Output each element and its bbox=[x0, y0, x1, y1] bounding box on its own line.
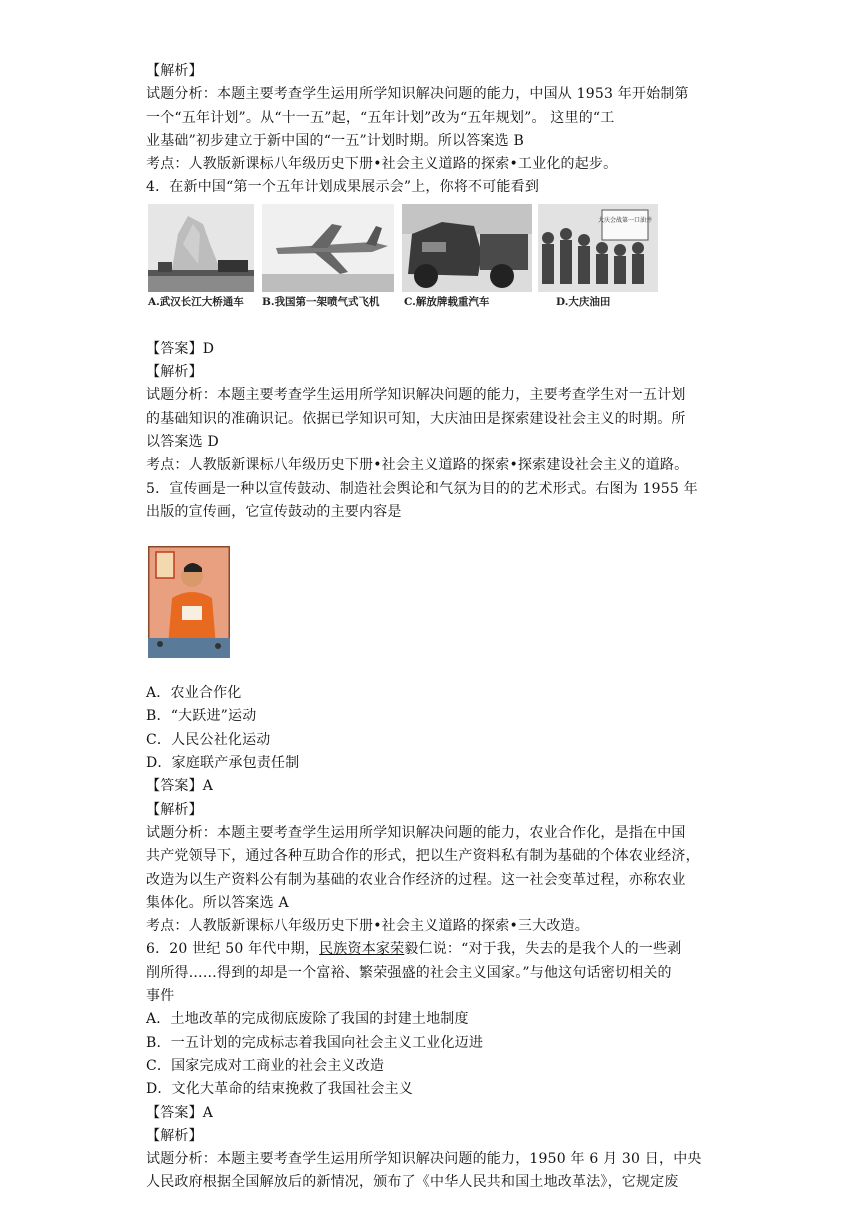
text-line: 事件 bbox=[146, 988, 175, 1005]
answer-line: 【答案】A bbox=[146, 778, 214, 795]
photo-caption-a: A.武汉长江大桥通车 bbox=[148, 295, 244, 308]
text-line: 试题分析：本题主要考查学生运用所学知识解决问题的能力，中国从 1953 年开始制第 bbox=[146, 86, 689, 103]
text-line: 出版的宣传画，它宣传鼓动的主要内容是 bbox=[146, 503, 402, 520]
question-4: 4．在新中国“第一个五年计划成果展示会”上，你将不可能看到 bbox=[146, 179, 540, 196]
text-line: 共产党领导下，通过各种互助合作的形式，把以生产资料私有制为基础的个体农业经济， bbox=[146, 848, 700, 865]
propaganda-poster bbox=[146, 546, 726, 674]
option-b: B．“大跃进”运动 bbox=[146, 708, 257, 725]
sign-text: 大庆会战第一口油井 bbox=[597, 216, 653, 224]
underlined-text: 民族资本家荣 bbox=[319, 941, 405, 958]
bridge-photo bbox=[148, 204, 254, 292]
text-line: 集体化。所以答案选 A bbox=[146, 894, 289, 911]
text-line: 试题分析：本题主要考查学生运用所学知识解决问题的能力，农业合作化，是指在中国 bbox=[146, 824, 686, 841]
text-line: 考点：人教版新课标八年级历史下册•社会主义道路的探索•三大改造。 bbox=[146, 918, 589, 935]
jet-plane-photo bbox=[262, 204, 394, 292]
option-d: D．文化大革命的结束挽救了我国社会主义 bbox=[146, 1081, 414, 1098]
truck-photo bbox=[402, 204, 532, 292]
text-line: 考点：人教版新课标八年级历史下册•社会主义道路的探索•探索建设社会主义的道路。 bbox=[146, 457, 689, 474]
option-d: D．家庭联产承包责任制 bbox=[146, 755, 300, 772]
text-line: 以答案选 D bbox=[146, 433, 219, 450]
option-c: C．人民公社化运动 bbox=[146, 731, 271, 748]
text-segment: 6．20 世纪 50 年代中期， bbox=[146, 941, 320, 958]
option-c: C．国家完成对工商业的社会主义改造 bbox=[146, 1057, 385, 1074]
answer-line: 【答案】A bbox=[146, 1104, 214, 1121]
photo-caption-b: B.我国第一架喷气式飞机 bbox=[262, 295, 380, 308]
option-a: A．农业合作化 bbox=[146, 685, 242, 702]
text-line: 改造为以生产资料公有制为基础的农业合作经济的过程。这一社会变革过程，亦称农业 bbox=[146, 871, 686, 888]
answer-line: 【答案】D bbox=[146, 340, 215, 357]
photo-caption-d: D.大庆油田 bbox=[556, 295, 611, 308]
text-line: 人民政府根据全国解放后的新情况，颁布了《中华人民共和国土地改革法》，它规定废 bbox=[146, 1174, 679, 1191]
question-6 bbox=[146, 938, 726, 961]
question-4-photos bbox=[146, 202, 726, 338]
option-b: B．一五计划的完成标志着我国向社会主义工业化迈进 bbox=[146, 1034, 484, 1051]
photo-caption-c: C.解放牌载重汽车 bbox=[404, 295, 490, 308]
text-line: 考点：人教版新课标八年级历史下册•社会主义道路的探索•工业化的起步。 bbox=[146, 156, 618, 173]
text-line: 试题分析：本题主要考查学生运用所学知识解决问题的能力，主要考查学生对一五计划 bbox=[146, 387, 686, 404]
text-line: 削所得……得到的却是一个富裕、繁荣强盛的社会主义国家。”与他这句话密切相关的 bbox=[146, 964, 672, 981]
analysis-heading: 【解析】 bbox=[146, 63, 203, 79]
text-segment: 毅仁说：“对于我，失去的是我个人的一些剥 bbox=[404, 941, 682, 958]
text-line: 试题分析：本题主要考查学生运用所学知识解决问题的能力，1950 年 6 月 30 日，中央 bbox=[146, 1151, 702, 1168]
question-5: 5．宣传画是一种以宣传鼓动、制造社会舆论和气氛为目的的艺术形式。右图为 1955 年 bbox=[146, 480, 698, 497]
document-page bbox=[146, 60, 726, 1195]
option-a: A．土地改革的完成彻底废除了我国的封建土地制度 bbox=[146, 1011, 469, 1028]
text-line: 一个“五年计划”。从“十一五”起，“五年计划”改为“五年规划”。 这里的“工 bbox=[146, 109, 615, 126]
text-line: 业基础”初步建立于新中国的“一五”计划时期。所以答案选 B bbox=[146, 132, 525, 149]
analysis-heading: 【解析】 bbox=[146, 801, 203, 818]
analysis-heading: 【解析】 bbox=[146, 1127, 203, 1144]
text-line: 的基础知识的准确识记。依据已学知识可知，大庆油田是探索建设社会主义的时期。所 bbox=[146, 410, 686, 427]
analysis-heading: 【解析】 bbox=[146, 364, 203, 381]
daqing-oilfield-photo bbox=[538, 204, 658, 292]
